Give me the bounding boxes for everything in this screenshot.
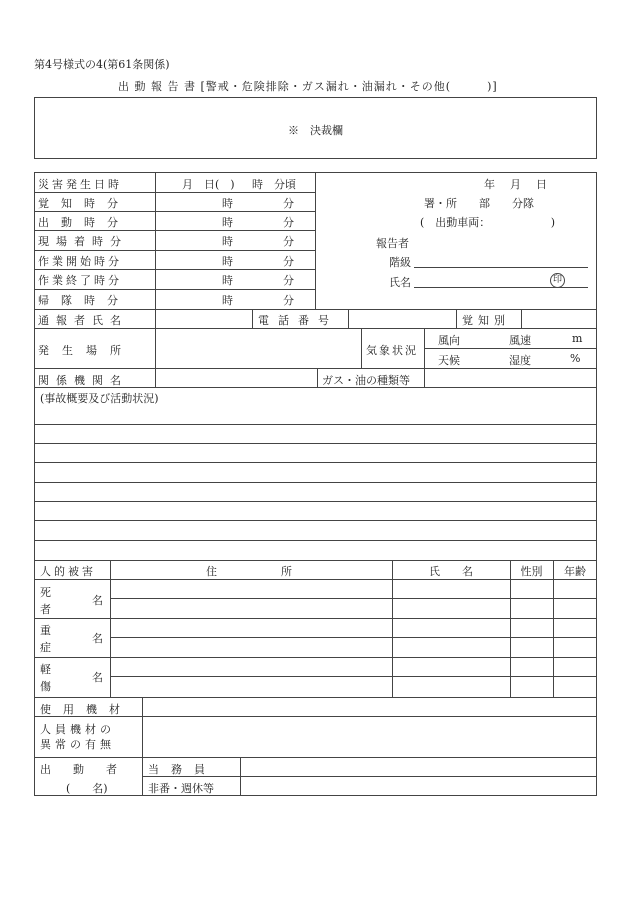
value-hour: 時 bbox=[222, 216, 233, 229]
dispatched-label: 出動者 bbox=[40, 763, 139, 776]
label-work-start: 作業開始時分 bbox=[38, 255, 122, 268]
label-awareness-time: 覚知時分 bbox=[38, 197, 130, 210]
serious-count-unit: 名 bbox=[92, 632, 103, 645]
report-date: 年 月 日 bbox=[484, 178, 549, 191]
dispatch-vehicle: ( 出動車両： ) bbox=[420, 216, 556, 229]
wind-direction-label: 風向 bbox=[438, 334, 460, 347]
anomaly-label-1: 人員機材の bbox=[40, 723, 115, 736]
caller-name-label: 通報者氏名 bbox=[38, 314, 128, 327]
off-duty-label: 非番・週休等 bbox=[148, 782, 214, 795]
value-occurrence-hour: 時 分頃 bbox=[252, 178, 296, 191]
casualty-header: 人的被害 bbox=[40, 565, 96, 578]
value-minute: 分 bbox=[283, 235, 294, 248]
value-hour: 時 bbox=[222, 235, 233, 248]
address-header: 住 所 bbox=[206, 565, 296, 578]
name-header: 氏 名 bbox=[429, 565, 473, 578]
label-occurrence-time: 災害発生日時 bbox=[38, 178, 122, 191]
humidity-label: 湿度 bbox=[509, 354, 531, 367]
approval-label: ※ 決裁欄 bbox=[288, 124, 343, 137]
sex-header: 性別 bbox=[520, 565, 543, 578]
label-return-time: 帰隊時分 bbox=[38, 294, 130, 307]
label-arrival-time: 現場着時分 bbox=[38, 235, 128, 248]
label-work-end: 作業終了時分 bbox=[38, 274, 122, 287]
anomaly-label-2: 異常の有無 bbox=[40, 738, 115, 751]
seal-mark: 印 bbox=[550, 273, 565, 288]
value-minute: 分 bbox=[283, 294, 294, 307]
awareness-type-label: 覚知別 bbox=[462, 314, 510, 327]
humidity-unit: % bbox=[570, 352, 581, 365]
on-duty-label: 当務員 bbox=[148, 763, 217, 776]
weather-label: 気象状況 bbox=[366, 344, 418, 357]
location-label: 発生場所 bbox=[38, 344, 134, 357]
value-minute: 分 bbox=[283, 216, 294, 229]
minor-count-unit: 名 bbox=[92, 671, 103, 684]
age-header: 年齢 bbox=[564, 565, 586, 578]
gas-oil-type-label: ガス・油の種類等 bbox=[322, 374, 410, 387]
form-number: 第4号様式の4(第61条関係) bbox=[34, 58, 170, 71]
value-hour: 時 bbox=[222, 255, 233, 268]
weather-condition-label: 天候 bbox=[438, 354, 460, 367]
station-unit: 署・所 部 分隊 bbox=[424, 197, 534, 210]
value-minute: 分 bbox=[283, 274, 294, 287]
rank-label: 階級 bbox=[389, 256, 411, 269]
page-title: 出 動 報 告 書 [警戒・危険排除・ガス漏れ・油漏れ・その他( )] bbox=[118, 80, 498, 93]
serious-label: 重症 bbox=[40, 624, 51, 654]
value-hour: 時 bbox=[222, 274, 233, 287]
wind-speed-unit: m bbox=[572, 332, 583, 345]
equipment-label: 使用機材 bbox=[40, 703, 132, 716]
value-occurrence-date: 月 日( ) bbox=[182, 178, 235, 191]
value-minute: 分 bbox=[283, 197, 294, 210]
wind-speed-label: 風速 bbox=[509, 334, 531, 347]
agency-label: 関係機関名 bbox=[38, 374, 128, 387]
dead-count-unit: 名 bbox=[92, 594, 103, 607]
label-dispatch-time: 出動時分 bbox=[38, 216, 130, 229]
value-hour: 時 bbox=[222, 294, 233, 307]
value-minute: 分 bbox=[283, 255, 294, 268]
name-label: 氏名 bbox=[389, 276, 411, 289]
phone-label: 電話番号 bbox=[258, 314, 338, 327]
summary-label: (事故概要及び活動状況) bbox=[40, 392, 159, 405]
reporter-label: 報告者 bbox=[376, 237, 409, 250]
value-hour: 時 bbox=[222, 197, 233, 210]
dispatched-count: ( 名) bbox=[66, 782, 108, 795]
dead-label: 死者 bbox=[40, 586, 51, 616]
minor-label: 軽傷 bbox=[40, 663, 51, 693]
